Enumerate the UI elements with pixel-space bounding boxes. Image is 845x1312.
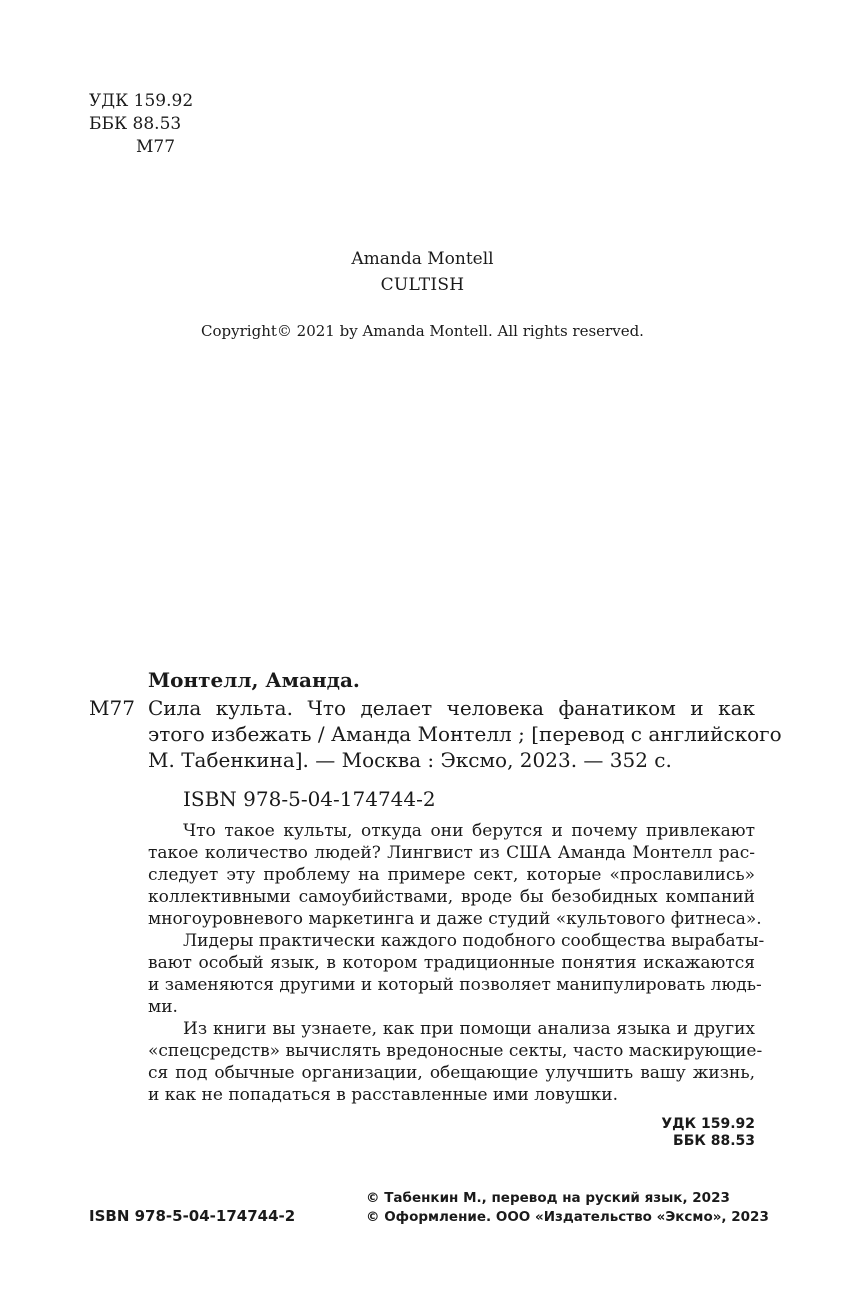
bib-line: М. Табенкина]. — Москва : Эксмо, 2023. — 352 с. — [148, 748, 672, 772]
original-copyright: Copyright© 2021 by Amanda Montell. All rights reserved. — [201, 322, 644, 340]
annotation-line: многоуровневого маркетинга и даже студий «культового фитнеса». — [148, 909, 762, 929]
original-author: Amanda Montell — [351, 249, 494, 269]
footer-copyrights — [366, 1189, 769, 1227]
bibliographic-description — [148, 695, 782, 773]
bbk-code: ББК 88.53 — [89, 114, 182, 134]
footer-udk: УДК 159.92 — [661, 1116, 755, 1132]
annotation-line: Лидеры практически каждого подобного сообщества вырабаты- — [183, 931, 765, 951]
annotation-line: вают особый язык, в котором традиционные понятия искажаются — [148, 953, 755, 973]
copyright-design: © Оформление. ООО «Издательство «Эксмо», 2023 — [366, 1209, 769, 1225]
copyright-translation: © Табенкин М., перевод на руский язык, 2023 — [366, 1190, 730, 1206]
annotation-line: ся под обычные организации, обещающие улучшить вашу жизнь, — [148, 1063, 755, 1083]
footer-classification-codes — [661, 1116, 755, 1150]
udk-code: УДК 159.92 — [89, 91, 194, 111]
annotation-line: и заменяются другими и который позволяет манипулировать людь- — [148, 975, 762, 995]
bib-line: Сила культа. Что делает человека фанатиком и как — [148, 696, 755, 720]
annotation-line: и как не попадаться в расставленные ими ловушки. — [148, 1085, 618, 1105]
annotation-line: такое количество людей? Лингвист из США Аманда Монтелл рас- — [148, 843, 755, 863]
annotation-line: коллективными самоубийствами, вроде бы безобидных компаний — [148, 887, 755, 907]
annotation-line: Что такое культы, откуда они берутся и почему привлекают — [183, 821, 755, 841]
author-sign: М77 — [136, 137, 176, 157]
annotation-line: Из книги вы узнаете, как при помощи анализа языка и других — [183, 1019, 755, 1039]
annotation-line: следует эту проблему на примере сект, которые «прославились» — [148, 865, 755, 885]
classification-codes — [89, 90, 193, 159]
footer-isbn: ISBN 978-5-04-174744-2 — [89, 1207, 296, 1225]
footer-bbk: ББК 88.53 — [673, 1133, 755, 1149]
author-heading: Монтелл, Аманда. — [148, 668, 360, 692]
annotation-line: «спецсредств» вычислять вредоносные секты, часто маскирующие- — [148, 1041, 763, 1061]
original-title: CULTISH — [380, 275, 465, 295]
annotation-line: ми. — [148, 997, 178, 1017]
annotation — [148, 820, 765, 1106]
index-code: М77 — [89, 696, 135, 720]
bib-line: этого избежать / Аманда Монтелл ; [перевод с английского — [148, 722, 782, 746]
isbn: ISBN 978-5-04-174744-2 — [183, 787, 436, 811]
